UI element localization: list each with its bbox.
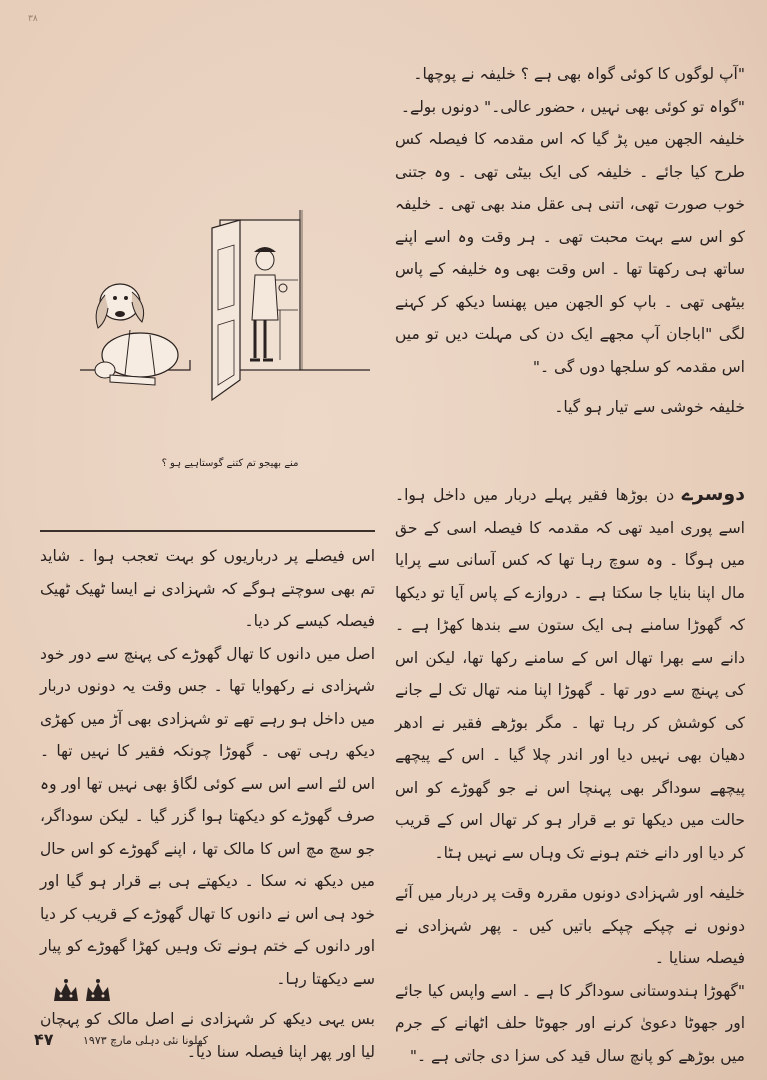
corner-mark: ۳۸ — [28, 14, 38, 24]
right-bottom-column — [395, 478, 745, 1072]
crown-icon — [52, 975, 114, 1005]
paragraph: "گھوڑا ہندوستانی سوداگر کا ہے ۔ اسے واپس کیا جائے اور جھوٹا دعویٰ کرنے اور جھوٹا حلف اٹھانے کے جرم میں بوڑھے کو پانچ سال قید کی سزا دی جاتی ہے ۔" — [395, 981, 745, 1065]
paragraph: اصل میں دانوں کا تھال گھوڑے کی پہنچ سے دور خود شہزادی نے رکھوایا تھا ۔ جس وقت یہ دونوں دربار میں داخل ہو رہے تھے تو شہزادی بھی آڑ میں کھڑی دیکھ رہی تھی ۔ گھوڑا چونکہ فقیر کا نہیں تھا ۔ اس لئے اسے اس سے کوئی لگاؤ بھی نہیں تھا اور وہ صرف گھوڑے کو دیکھتا ہوا گزر گیا ۔ لیکن سوداگر، جو سچ مچ اس کا مالک تھا ، اپنے گھوڑے کو اس حال میں دیکھ نہ سکا ۔ دیکھتے ہی بے قرار ہو گیا اور خود ہی اس نے دانوں کا تھال گھوڑے کے قریب کر دیا اور دانوں کے ختم ہونے تک وہیں کھڑا گھوڑے کو پیار سے دیکھتا رہا۔ — [40, 644, 375, 988]
page-footer — [28, 1030, 308, 1052]
paragraph: اس فیصلے پر درباریوں کو بہت تعجب ہوا ۔ شاید تم بھی سوچتے ہوگے کہ شہزادی نے ایسا ٹھیک ٹھیک فیصلہ کیسے کر دیا۔ — [40, 547, 375, 630]
column-divider — [40, 530, 375, 532]
page-number: ۴۷ — [34, 1030, 54, 1049]
lead-word: دوسرے — [681, 483, 745, 505]
paragraph: "آپ لوگوں کا کوئی گواہ بھی ہے ؟ خلیفہ نے پوچھا۔ — [413, 65, 745, 83]
magazine-credit: کھلونا نئی دہلی مارچ ۱۹۷۳ — [83, 1034, 209, 1047]
paragraph: "گواہ تو کوئی بھی نہیں ، حضور عالی۔" دونوں بولے۔ — [400, 97, 745, 116]
paragraph-text: دن بوڑھا فقیر پہلے دربار میں داخل ہوا۔ اسے پوری امید تھی کہ مقدمہ کا فیصلہ اسی کے حق میں ہوگا ۔ وہ سوچ رہا تھا کہ کس آسانی سے پرایا مال اپنا بنایا جا سکتا ہے ۔ دروازے کے پاس آیا تو دیکھا کہ گھوڑا سامنے ہی ایک ستون سے بندھا کھڑا ہے ۔ دانے سے بھرا تھال اس کے سامنے رکھا تھا، لیکن اس کی پہنچ سے دور تھا ۔ گھوڑا اپنا منہ تھال تک لے جانے کی کوشش کر رہا تھا ۔ مگر بوڑھے فقیر نے ادھر دھیان بھی نہیں دیا اور اندر چلا گیا ۔ اس کے پیچھے پیچھے سوداگر بھی پہنچا اس نے جو گھوڑے کو اس حالت میں دیکھا تو بے قرار ہو کر تھال اس کے قریب کر دیا اور دانے ختم ہونے تک وہاں سے نہیں ہٹا۔ — [395, 486, 745, 862]
paragraph — [395, 478, 745, 869]
right-top-column — [395, 58, 745, 424]
paragraph: خلیفہ خوشی سے تیار ہو گیا۔ — [554, 398, 745, 416]
cartoon-illustration — [70, 210, 375, 405]
paragraph: خلیفہ الجھن میں پڑ گیا کہ اس مقدمہ کا فیصلہ کس طرح کیا جائے ۔ خلیفہ کی ایک بیٹی تھی ۔ وہ جتنی خوب صورت تھی، اتنی ہی عقل مند بھی تھی ۔ خلیفہ کو اس سے بہت محبت تھی ۔ ہر وقت وہ اسے اپنے ساتھ ہی رکھتا تھا ۔ اس وقت بھی وہ خلیفہ کے پاس بیٹھی تھی ۔ باپ کو الجھن میں پھنسا دیکھ کر کہنے لگی "اباجان آپ مجھے ایک دن کی مہلت دیں تو میں اس مقدمہ کو سلجھا دوں گی ۔" — [395, 130, 745, 376]
cartoon-caption: منے بھیجو تم کتنے گوستاہیے ہو ؟ — [161, 458, 299, 469]
paragraph: بس یہی دیکھ کر شہزادی نے اصل مالک کو پہچان لیا اور پھر اپنا فیصلہ سنا دیا۔ — [40, 1010, 375, 1061]
paragraph: خلیفہ اور شہزادی دونوں مقررہ وقت پر دربار میں آئے دونوں نے چپکے چپکے باتیں کیں ۔ پھر شہزادی نے فیصلہ سنایا ۔ — [395, 884, 745, 967]
